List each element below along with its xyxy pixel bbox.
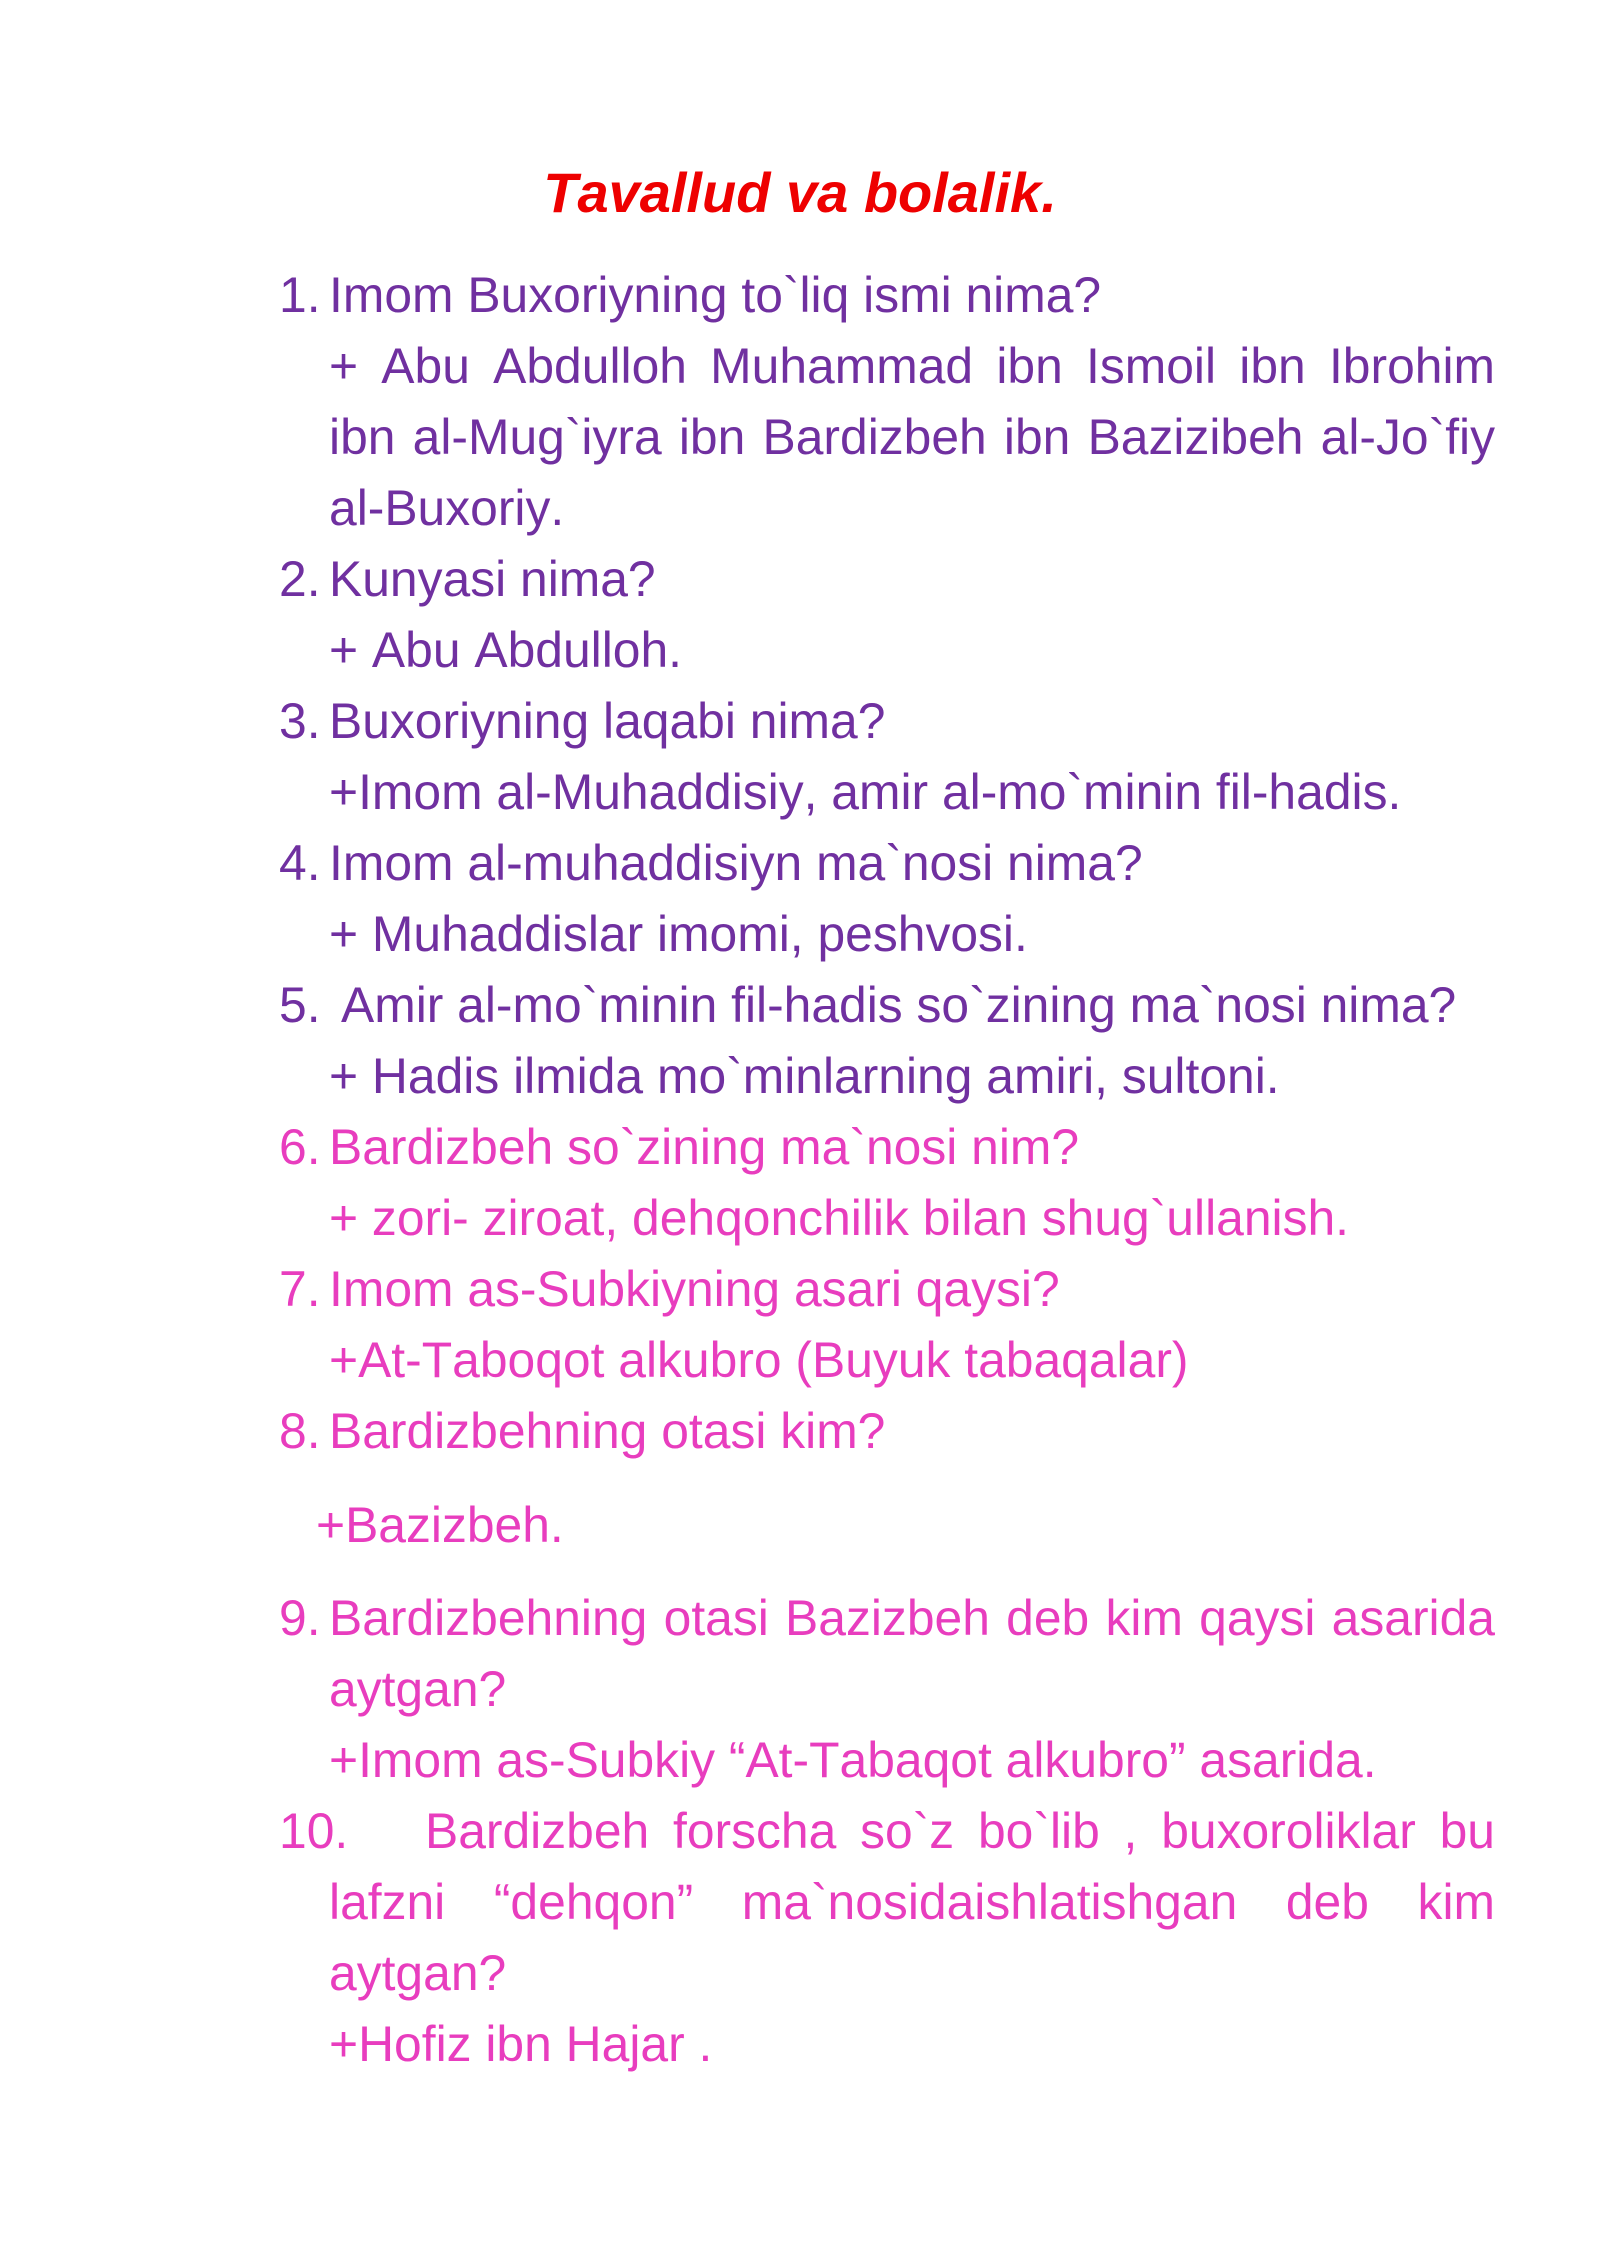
answer-text: +Hofiz ibn Hajar . [329,2016,713,2072]
question-text: Imom al-muhaddisiyn ma`nosi nima? [329,835,1143,891]
answer-text: +At-Taboqot alkubro (Buyuk tabaqalar) [329,1332,1189,1388]
question-item-7 [279,1254,1495,1396]
answer-text: + Hadis ilmida mo`minlarning amiri, sultoni. [329,1048,1280,1104]
page-title: Tavallud va bolalik. [543,161,1057,224]
answer-text: +Imom al-Muhaddisiy, amir al-mo`minin fil-hadis. [329,764,1402,820]
question-item-10 [279,1796,1495,2080]
question-item-4 [279,828,1495,970]
question-item-6 [279,1112,1495,1254]
item-number: 5. [279,977,321,1033]
answer-text: + Abu Abdulloh. [329,622,683,678]
question-text: Kunyasi nima? [329,551,656,607]
item-number: 3. [279,693,321,749]
answer-text: +Bazizbeh. [316,1497,564,1553]
item-number: 9. [279,1590,321,1646]
question-item-5 [279,970,1495,1112]
item-number: 1. [279,267,321,323]
question-text: Bardizbehning otasi kim? [329,1403,886,1459]
answer-text: + zori- ziroat, dehqonchilik bilan shug`ullanish. [329,1190,1350,1246]
question-text: Buxoriyning laqabi nima? [329,693,886,749]
answer-text: +Imom as-Subkiy “At-Tabaqot alkubro” asarida. [329,1732,1377,1788]
item-number: 4. [279,835,321,891]
answer-text: + Abu Abdulloh Muhammad ibn Ismoil ibn Ibrohim ibn al-Mug`iyra ibn Bardizbeh ibn Bazizibeh al-Jo`fiy al-Buxoriy. [329,338,1495,536]
question-text: Bardizbeh so`zining ma`nosi nim? [329,1119,1080,1175]
question-text: Imom Buxoriyning to`liq ismi nima? [329,267,1102,323]
question-text: Bardizbeh forscha so`z bo`lib , buxoroliklar bu lafzni “dehqon” ma`nosidaishlatishgan deb kim aytgan? [329,1803,1495,2001]
question-item-9 [279,1583,1495,1796]
question-text: Amir al-mo`minin fil-hadis so`zining ma`nosi nima? [341,977,1457,1033]
question-list [279,260,1495,2080]
question-item-2 [279,544,1495,686]
answer-text: + Muhaddislar imomi, peshvosi. [329,906,1028,962]
item-number: 8. [279,1403,321,1459]
question-item-8 [279,1396,1495,1467]
item-number: 7. [279,1261,321,1317]
item-number: 6. [279,1119,321,1175]
question-text: Imom as-Subkiyning asari qaysi? [329,1261,1060,1317]
question-item-3 [279,686,1495,828]
question-item-1 [279,260,1495,544]
item-number: 10. [279,1803,349,1859]
question-text: Bardizbehning otasi Bazizbeh deb kim qaysi asarida aytgan? [329,1590,1495,1717]
item-number: 2. [279,551,321,607]
